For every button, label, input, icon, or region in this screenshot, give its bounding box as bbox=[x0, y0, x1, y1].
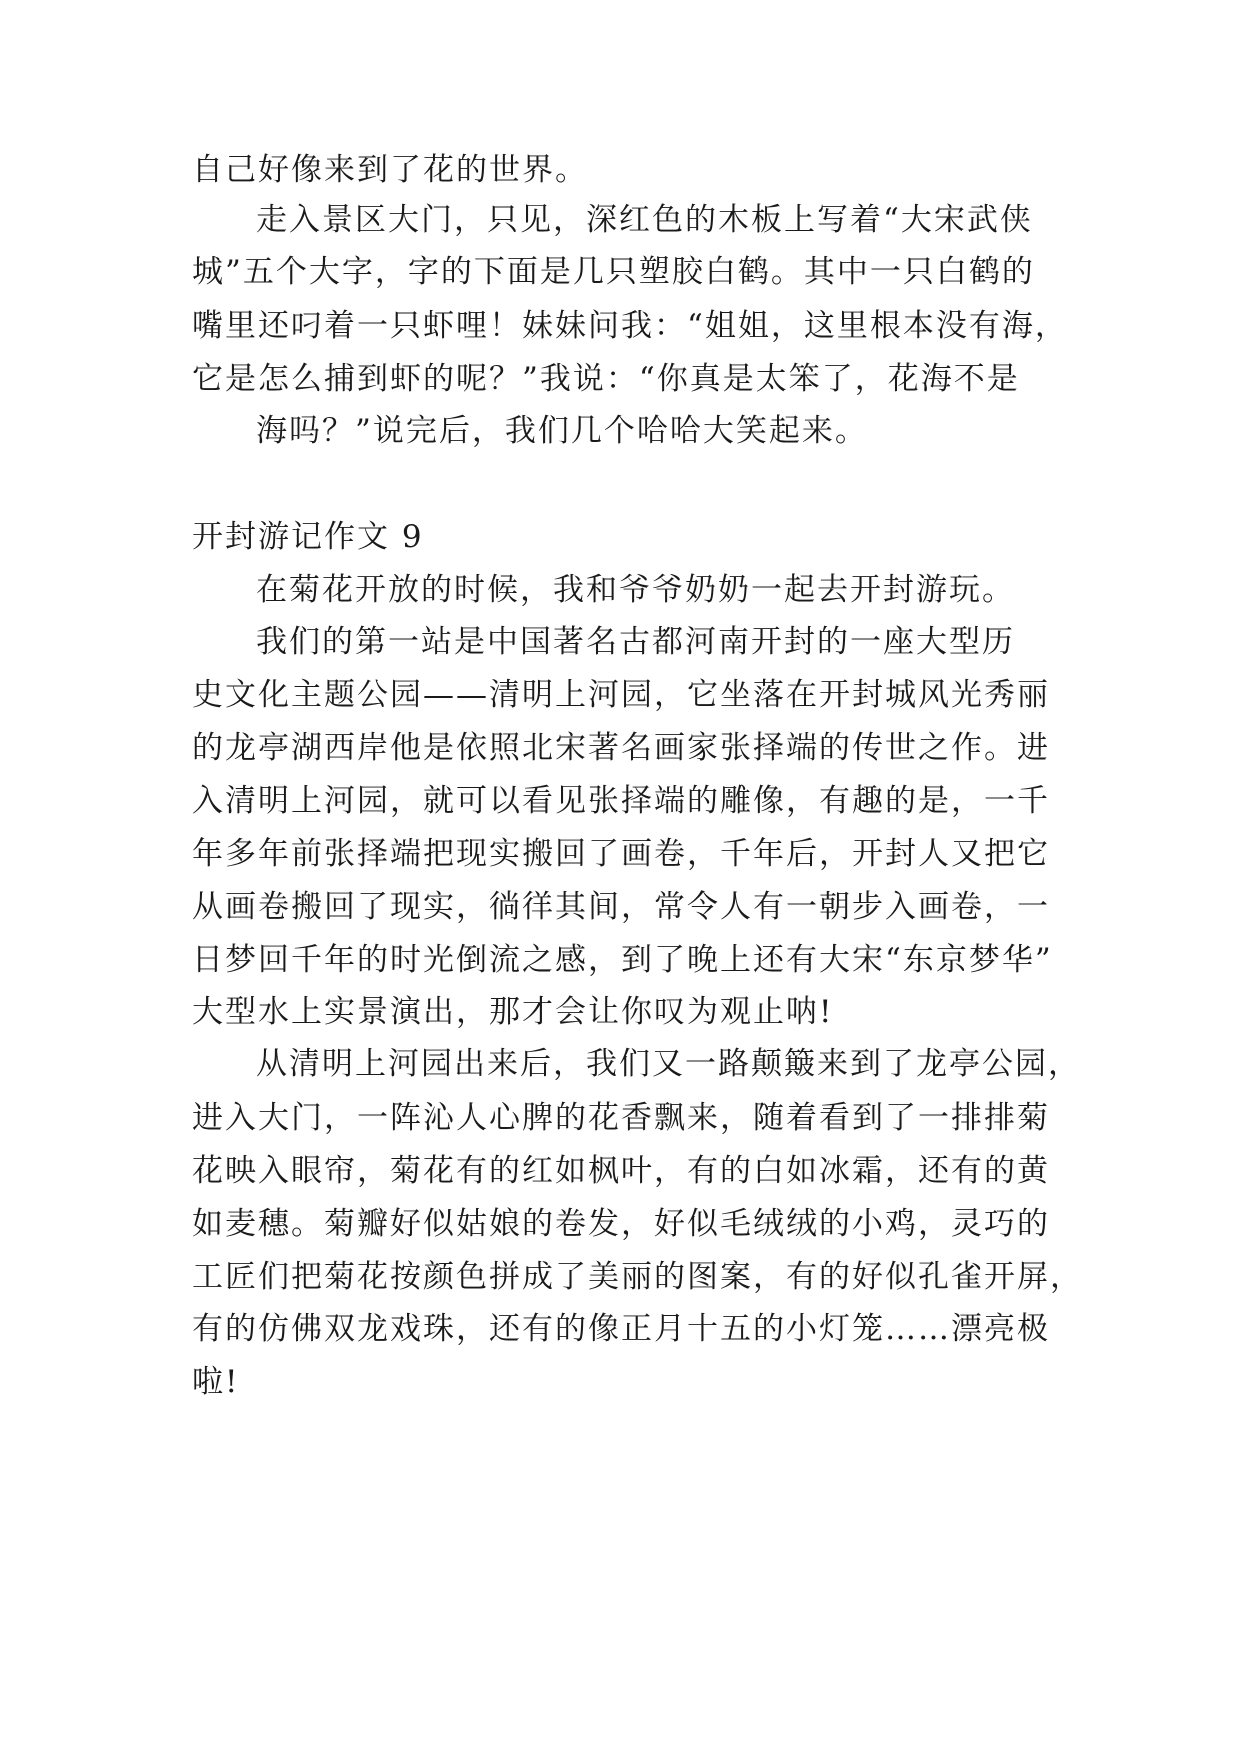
paragraph-line: 大型水上实景演出，那才会让你叹为观止呐! bbox=[192, 994, 834, 1030]
paragraph-line: 花映入眼帘，菊花有的红如枫叶，有的白如冰霜，还有的黄 bbox=[192, 1153, 1050, 1189]
paragraph-line: 工匠们把菊花按颜色拼成了美丽的图案，有的好似孔雀开屏， bbox=[192, 1259, 1083, 1295]
paragraph-line: 啦! bbox=[192, 1364, 240, 1400]
paragraph-line: 如麦穗。菊瓣好似姑娘的卷发，好似毛绒绒的小鸡，灵巧的 bbox=[192, 1206, 1050, 1242]
paragraph-line: 史文化主题公园——清明上河园，它坐落在开封城风光秀丽 bbox=[192, 677, 1050, 713]
paragraph-line: 年多年前张择端把现实搬回了画卷，千年后，开封人又把它 bbox=[192, 836, 1050, 872]
paragraph-line: 有的仿佛双龙戏珠，还有的像正月十五的小灯笼……漂亮极 bbox=[192, 1311, 1050, 1347]
paragraph-line: 走入景区大门，只见，深红色的木板上写着“大宋武侠 bbox=[256, 202, 1033, 238]
paragraph-line: 城”五个大字，字的下面是几只塑胶白鹤。其中一只白鹤的 bbox=[192, 254, 1035, 290]
paragraph-line: 自己好像来到了花的世界。 bbox=[192, 152, 588, 188]
paragraph-line: 的龙亭湖西岸他是依照北宋著名画家张择端的传世之作。进 bbox=[192, 730, 1050, 766]
paragraph-line: 从画卷搬回了现实，徜徉其间，常令人有一朝步入画卷，一 bbox=[192, 889, 1050, 925]
paragraph-line: 嘴里还叼着一只虾哩！妹妹问我：“姐姐，这里根本没有海， bbox=[192, 308, 1068, 344]
paragraph-line: 它是怎么捕到虾的呢？”我说：“你真是太笨了，花海不是 bbox=[192, 361, 1020, 397]
paragraph-line: 我们的第一站是中国著名古都河南开封的一座大型历 bbox=[256, 624, 1015, 660]
paragraph-line: 从清明上河园出来后，我们又一路颠簸来到了龙亭公园， bbox=[256, 1046, 1081, 1082]
paragraph-line: 日梦回千年的时光倒流之感，到了晚上还有大宋“东京梦华” bbox=[192, 942, 1053, 978]
paragraph-line: 进入大门，一阵沁人心脾的花香飘来，随着看到了一排排菊 bbox=[192, 1100, 1050, 1136]
section-title: 开封游记作文 9 bbox=[192, 519, 424, 555]
paragraph-line: 海吗？”说完后，我们几个哈哈大笑起来。 bbox=[256, 413, 868, 449]
paragraph-line: 入清明上河园，就可以看见张择端的雕像，有趣的是，一千 bbox=[192, 783, 1050, 819]
paragraph-line: 在菊花开放的时候，我和爷爷奶奶一起去开封游玩。 bbox=[256, 572, 1015, 608]
